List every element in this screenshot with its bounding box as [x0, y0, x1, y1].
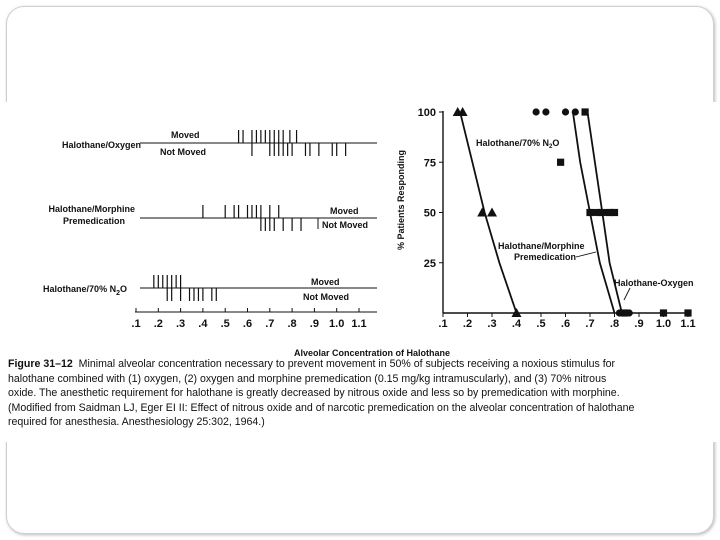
x-tick-label: .7 — [585, 318, 595, 330]
marker-halothane-oxygen — [621, 309, 628, 316]
strip-x-tick-label: .6 — [242, 318, 253, 330]
curve-label-n2o: Halothane/70% $N_2O$ — [476, 138, 560, 150]
moved-label-n2o: Moved — [311, 277, 340, 287]
caption-line-2: halothane combined with (1) oxygen, (2) oxygen and morphine premedication (0.15 mg/kg intramuscularly), and (3) 70% nitrous — [8, 372, 607, 385]
x-tick-label: 1.0 — [655, 318, 672, 330]
y-tick-label: 25 — [423, 257, 436, 270]
strip-x-tick-label: .5 — [220, 318, 230, 330]
x-tick-label: .9 — [634, 318, 644, 330]
caption-line-1: Figure 31–12 Minimal alveolar concentration necessary to prevent movement in 50% of subjects receiving a noxious stimulus for — [8, 358, 616, 370]
x-axis-title: Alveolar Concentration of Halothane — [293, 348, 451, 358]
marker-halothane-morphine-premedication — [562, 108, 569, 115]
marker-halothane-oxygen — [611, 209, 618, 216]
marker-halothane-oxygen — [557, 159, 564, 166]
line-chart — [396, 107, 696, 330]
not-moved-label-morphine: Not Moved — [322, 220, 368, 230]
curve-label-morphine: Halothane/Morphine — [498, 241, 585, 251]
row-label-morphine-line2: Premedication — [62, 216, 125, 226]
row-label-oxygen: Halothane/Oxygen — [61, 140, 141, 150]
y-tick-label: 100 — [417, 107, 436, 119]
x-tick-label: .4 — [511, 318, 522, 330]
strip-x-tick-label: 1.1 — [351, 318, 367, 330]
x-tick-label: .3 — [487, 318, 497, 330]
moved-label-morphine: Moved — [330, 206, 359, 216]
marker-halothane-morphine-premedication — [533, 108, 540, 115]
curve-label-morphine-leader — [576, 252, 596, 257]
caption-line-5: required for anesthesia. Anesthesiology 25:302, 1964.) — [8, 416, 265, 429]
not-moved-label-oxygen: Not Moved — [160, 147, 206, 157]
not-moved-label-n2o: Not Moved — [303, 292, 349, 302]
x-tick-label: .8 — [609, 318, 620, 330]
x-tick-label: .2 — [462, 318, 473, 330]
curve-label-oxygen-leader — [624, 288, 630, 300]
row-label-morphine: Halothane/Morphine — [48, 204, 135, 214]
x-tick-label: .5 — [536, 318, 546, 330]
marker-halothane-oxygen — [582, 108, 589, 115]
strip-x-tick-label: .9 — [309, 318, 319, 330]
strip-x-tick-label: .4 — [198, 318, 208, 330]
moved-label-oxygen: Moved — [171, 130, 200, 140]
curve-label-morphine-line2: Premedication — [514, 252, 577, 262]
strip-x-tick-label: .1 — [131, 318, 141, 330]
y-tick-label: 50 — [423, 207, 436, 220]
strip-x-tick-label: .7 — [265, 318, 275, 330]
marker-halothane-oxygen — [596, 209, 603, 216]
caption-figure-label: Figure 31–12 — [8, 358, 73, 370]
strip-x-tick-label: .2 — [153, 318, 163, 330]
caption-line-4: (Modified from Saidman LJ, Eger EI II: Effect of nitrous oxide and of narcotic premedication on the alveolar concentration of halothane — [8, 401, 635, 414]
row-label-n2o: Halothane/70% $N_2O$ — [43, 284, 127, 297]
marker-halothane-oxygen — [684, 309, 691, 316]
marker-halothane-morphine-premedication — [572, 108, 579, 115]
strip-x-tick-label: .8 — [287, 318, 297, 330]
x-tick-label: 1.1 — [680, 318, 696, 330]
marker-halothane-70-n2o — [487, 208, 497, 217]
x-tick-label: .1 — [438, 318, 448, 330]
y-tick-labels — [418, 107, 443, 270]
figure-svg — [0, 102, 720, 362]
figure-caption — [8, 357, 720, 430]
strip-x-tick-label: 1.0 — [329, 318, 345, 330]
strip-chart — [43, 130, 377, 330]
marker-halothane-morphine-premedication — [542, 108, 549, 115]
curve-label-oxygen: Halothane-Oxygen — [614, 278, 694, 288]
marker-halothane-oxygen — [660, 309, 667, 316]
x-tick-label: .6 — [560, 318, 571, 330]
y-axis-title: % Patients Responding — [396, 149, 406, 251]
marker-halothane-70-n2o — [477, 208, 487, 217]
strip-x-tick-label: .3 — [176, 318, 186, 330]
marker-halothane-oxygen — [586, 209, 593, 216]
caption-line-3: oxide. The anesthetic requirement for halothane is greatly decreased by nitrous oxide and less so by premedication with morphine. — [8, 387, 620, 400]
y-tick-label: 75 — [423, 157, 436, 170]
x-tick-labels — [438, 313, 695, 330]
strip-x-tick-labels — [131, 308, 366, 330]
